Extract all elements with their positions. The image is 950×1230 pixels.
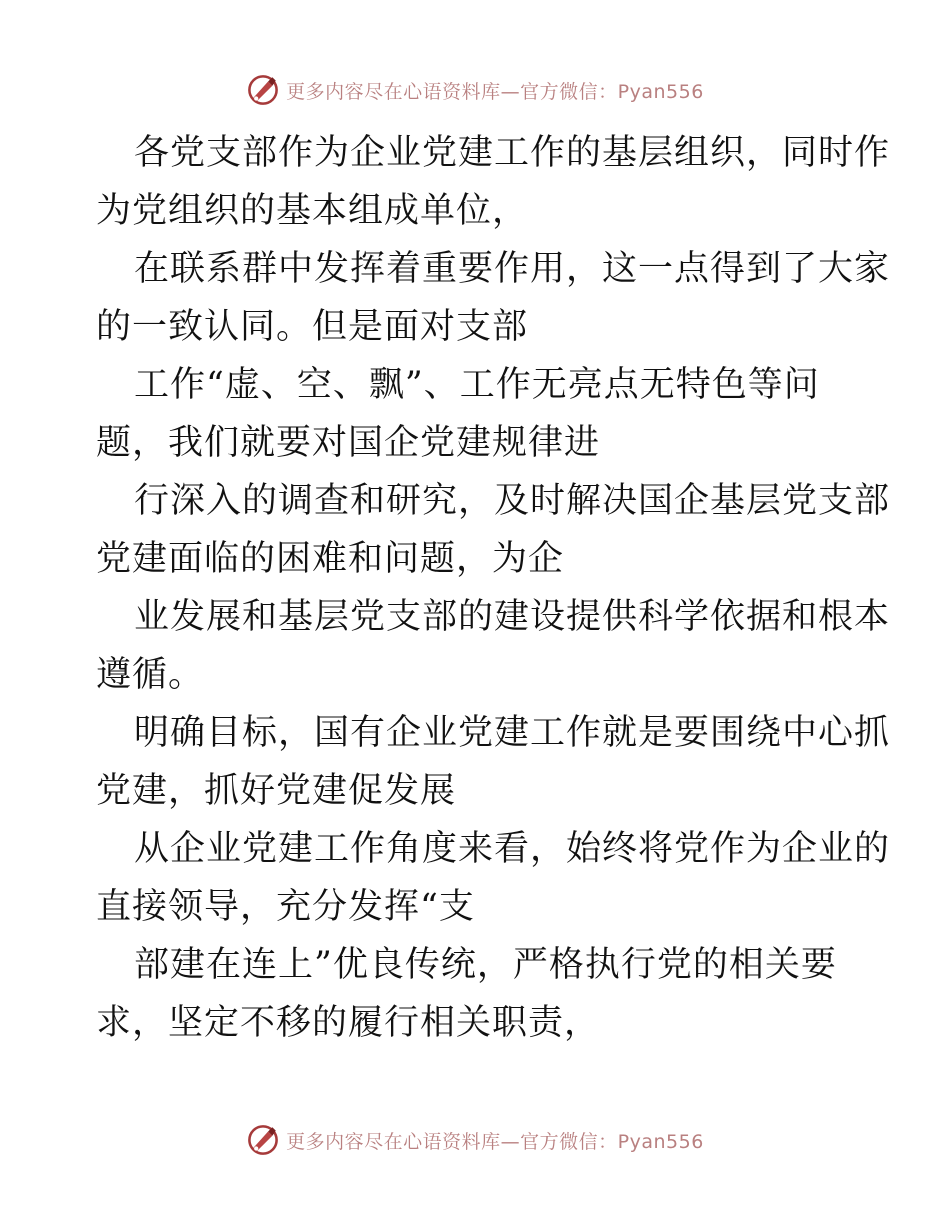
body-line: 在联系群中发挥着重要作用，这一点得到了大家 <box>134 249 891 289</box>
pen-badge-icon <box>246 73 280 107</box>
body-line: 部建在连上”优良传统，严格执行党的相关要 <box>134 945 837 985</box>
body-line: 工作“虚、空、飘”、工作无亮点无特色等问 <box>134 365 820 405</box>
body-line: 题，我们就要对国企党建规律进 <box>96 423 601 463</box>
pen-badge-icon <box>246 1123 280 1157</box>
body-line: 党建面临的困难和问题，为企 <box>96 539 565 579</box>
body-line: 行深入的调查和研究，及时解决国企基层党支部 <box>134 481 891 521</box>
body-line: 遵循。 <box>96 655 205 695</box>
body-line: 明确目标，国有企业党建工作就是要围绕中心抓 <box>134 713 891 753</box>
footer-watermark <box>0 1120 950 1160</box>
body-line: 求，坚定不移的履行相关职责， <box>96 1003 601 1043</box>
body-line: 业发展和基层党支部的建设提供科学依据和根本 <box>134 597 891 637</box>
watermark-text: 更多内容尽在心语资料库—官方微信：Pyan556 <box>286 1130 704 1153</box>
body-line: 的一致认同。但是面对支部 <box>96 307 529 347</box>
body-line: 从企业党建工作角度来看，始终将党作为企业的 <box>134 829 891 869</box>
header-watermark <box>0 70 950 110</box>
document-body <box>96 124 891 1052</box>
body-line: 直接领导，充分发挥“支 <box>96 887 475 927</box>
watermark-text: 更多内容尽在心语资料库—官方微信：Pyan556 <box>286 80 704 103</box>
body-line: 党建，抓好党建促发展 <box>96 771 457 811</box>
body-line: 为党组织的基本组成单位， <box>96 191 529 231</box>
body-line: 各党支部作为企业党建工作的基层组织，同时作 <box>134 133 891 173</box>
